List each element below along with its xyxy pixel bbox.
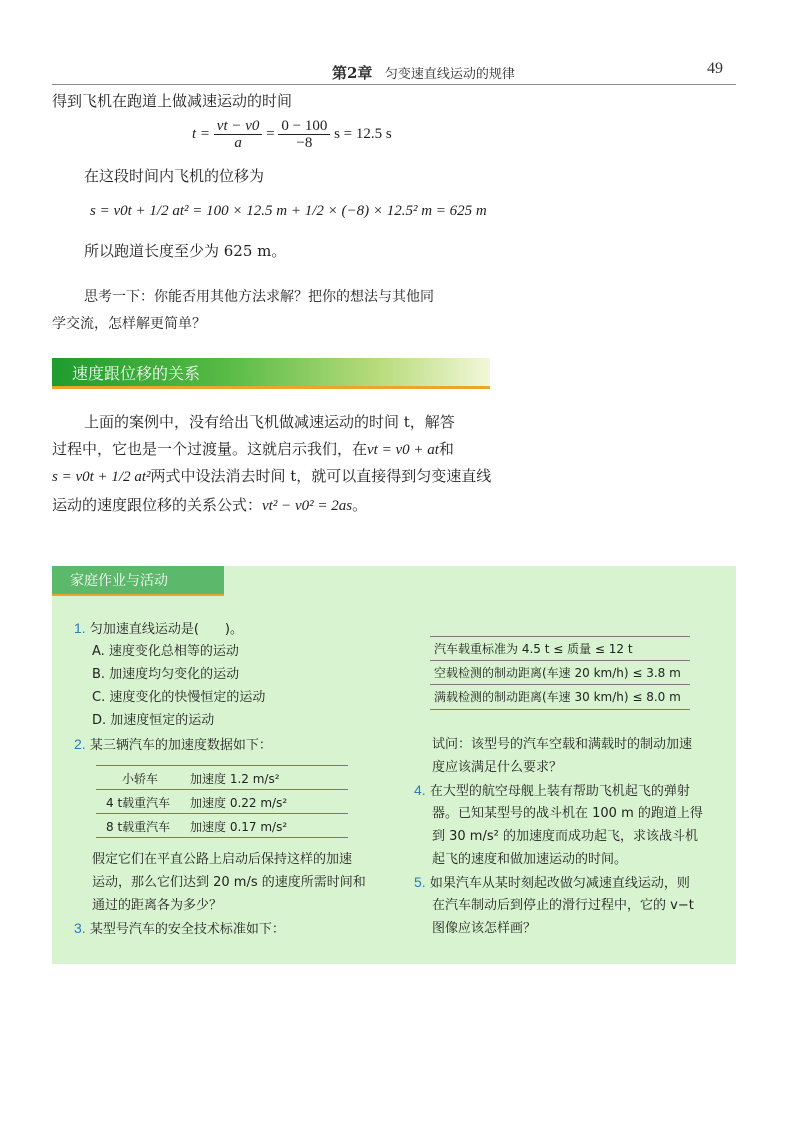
q2-row-3-vehicle: 8 t载重汽车 <box>106 820 171 834</box>
q3-stem: 某型号汽车的安全技术标准如下： <box>89 922 285 937</box>
page-number: 49 <box>707 60 723 77</box>
q3-follow-2: 度应该满足什么要求？ <box>432 760 563 775</box>
para4-text-a: 运动的速度跟位移的关系公式： <box>52 496 263 514</box>
q5-number: 5. <box>414 874 426 890</box>
displacement-intro: 在这段时间内飞机的位移为 <box>84 167 265 185</box>
q5-line-1: 如果汽车从某时刻起改做匀减速直线运动，则 <box>429 876 690 891</box>
homework-tab-label: 家庭作业与活动 <box>70 573 168 589</box>
equation-displacement: s = v0t + 1/2 at² = 100 × 12.5 m + 1/2 × (−8) × 12.5² m = 625 m <box>90 203 487 219</box>
q2-follow-3: 通过的距离各为多少？ <box>92 898 223 913</box>
para4-text-b: 。 <box>352 496 368 514</box>
q3-number: 3. <box>74 920 86 936</box>
q1-option-c: C. 速度变化的快慢恒定的运动 <box>92 690 266 705</box>
eq1-frac2-den: −8 <box>296 135 313 151</box>
q3-row-1: 汽车载重标准为 4.5 t ≤ 质量 ≤ 12 t <box>434 642 633 656</box>
section-para-line-2 <box>52 436 454 464</box>
q3-follow-1: 试问：该型号的汽车空载和满载时的制动加速 <box>432 737 693 752</box>
q3-row-2: 空载检测的制动距离(车速 20 km/h) ≤ 3.8 m <box>434 666 681 680</box>
section-para-line-4 <box>52 492 367 520</box>
eq1-result: s = 12.5 s <box>334 125 392 142</box>
question-4 <box>414 779 690 803</box>
q4-line-3: 到 30 m/s² 的加速度而成功起飞，求该战斗机 <box>432 829 698 844</box>
eq1-fraction1 <box>214 118 263 151</box>
intro-text: 得到飞机在跑道上做减速运动的时间 <box>52 92 293 110</box>
equation-time: t = $\frac{vt - v0}{a}$ = $\frac{0 - 100}{-8}$ s = 12.5 s <box>192 118 392 151</box>
para3-text: 两式中设法消去时间 t，就可以直接得到匀变速直线 <box>150 467 492 485</box>
think-line-1: 思考一下：你能否用其他方法求解？把你的想法与其他同 <box>84 289 434 305</box>
q2-table-rule <box>96 789 348 790</box>
section-para-line-1: 上面的案例中，没有给出飞机做减速运动的时间 t，解答 <box>84 413 455 431</box>
q2-row-2-vehicle: 4 t载重汽车 <box>106 796 171 810</box>
homework-tab <box>52 566 224 596</box>
para2-equation: vt = v0 + at <box>367 442 439 458</box>
q2-table-rule <box>96 813 348 814</box>
q1-option-a: A. 速度变化总相等的运动 <box>92 644 239 659</box>
q2-row-1-vehicle: 小轿车 <box>122 772 159 786</box>
q1-option-b: B. 加速度均匀变化的运动 <box>92 667 240 682</box>
q2-row-3-accel: 加速度 0.17 m/s² <box>190 820 288 834</box>
chapter-label: 第2章 <box>332 64 373 82</box>
question-2 <box>74 733 272 757</box>
header-divider <box>52 84 736 85</box>
eq1-fraction2 <box>278 118 330 151</box>
q3-table-rule <box>430 660 690 661</box>
eq1-frac1-den: a <box>234 135 242 151</box>
q3-row-3: 满载检测的制动距离(车速 30 km/h) ≤ 8.0 m <box>434 690 681 704</box>
q2-table-rule <box>96 765 348 766</box>
q3-table-rule <box>430 636 690 637</box>
q2-table-rule <box>96 837 348 838</box>
q3-table-rule <box>430 684 690 685</box>
eq1-frac2-num: 0 − 100 <box>278 118 330 135</box>
eq1-frac1-num: vt − v0 <box>214 118 263 135</box>
eq1-lhs: t = <box>192 125 211 142</box>
think-line-2: 学交流，怎样解更简单？ <box>52 316 206 332</box>
q1-number: 1. <box>74 620 86 636</box>
question-1 <box>74 617 243 641</box>
para3-equation: s = v0t + 1/2 at² <box>52 469 151 485</box>
section-para-line-3 <box>52 463 491 491</box>
q2-follow-2: 运动，那么它们达到 20 m/s 的速度所需时间和 <box>92 875 366 890</box>
para4-equation: vt² − v0² = 2as <box>262 498 353 514</box>
q4-number: 4. <box>414 782 426 798</box>
section-heading-bar <box>52 358 490 389</box>
question-3 <box>74 917 285 941</box>
q2-follow-1: 假定它们在平直公路上启动后保持这样的加速 <box>92 852 353 867</box>
chapter-title: 匀变速直线运动的规律 <box>384 67 515 82</box>
para2-text-b: 和 <box>438 440 454 458</box>
para2-text-a: 过程中，它也是一个过渡量。这就启示我们，在 <box>52 440 368 458</box>
question-5 <box>414 871 690 895</box>
q5-line-3: 图像应该怎样画？ <box>432 921 537 936</box>
q2-number: 2. <box>74 736 86 752</box>
q4-line-4: 起飞的速度和做加速运动的时间。 <box>432 852 628 867</box>
q1-option-d: D. 加速度恒定的运动 <box>92 713 215 728</box>
conclusion-text: 所以跑道长度至少为 625 m。 <box>84 242 287 260</box>
q2-row-1-accel: 加速度 1.2 m/s² <box>190 772 280 786</box>
q2-row-2-accel: 加速度 0.22 m/s² <box>190 796 288 810</box>
q5-line-2: 在汽车制动后到停止的滑行过程中，它的 v−t <box>432 898 694 913</box>
q4-line-1: 在大型的航空母舰上装有帮助飞机起飞的弹射 <box>429 784 690 799</box>
q1-stem: 匀加速直线运动是( )。 <box>89 622 243 637</box>
chapter-header <box>332 62 515 83</box>
q3-table-rule <box>430 709 690 710</box>
q4-line-2: 器。已知某型号的战斗机在 100 m 的跑道上得 <box>432 806 703 821</box>
q2-stem: 某三辆汽车的加速度数据如下： <box>89 738 272 753</box>
section-title: 速度跟位移的关系 <box>72 364 201 383</box>
